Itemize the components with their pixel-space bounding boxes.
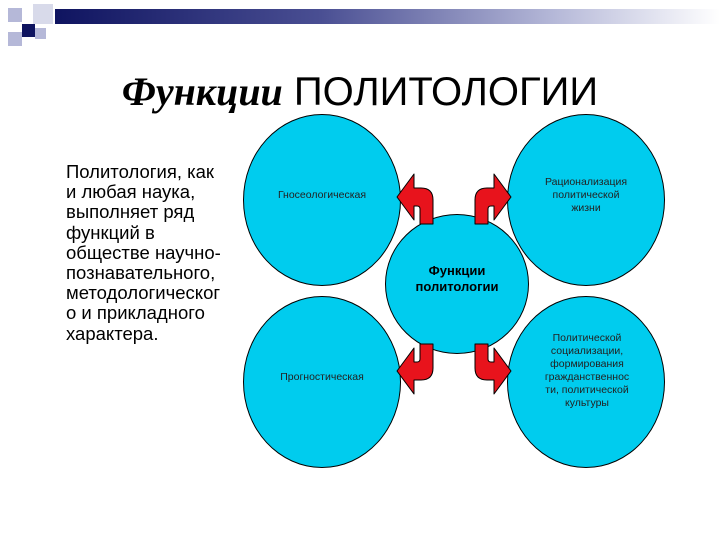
title-rest: ПОЛИТОЛОГИИ — [282, 70, 599, 114]
label-bottom-right: Политической социализации, формирования гражданственнос ти, политической культуры — [544, 332, 630, 409]
label-top-left: Гносеологическая — [277, 189, 367, 201]
label-bottom-left: Прогностическая — [280, 371, 364, 383]
label-top-right: Рационализация политической жизни — [544, 176, 628, 214]
arrow-bottom-right — [475, 344, 511, 394]
body-paragraph: Политология, как и любая наука, выполняет ряд функций в обществе научно- познавательного, методологическог о и прикладного характера. — [66, 161, 221, 344]
arrow-bottom-left — [397, 344, 433, 394]
label-center: Функции политологии — [415, 263, 499, 294]
title-italic: Функции — [121, 69, 283, 114]
arrow-top-left — [397, 174, 433, 224]
arrow-top-right — [475, 174, 511, 224]
